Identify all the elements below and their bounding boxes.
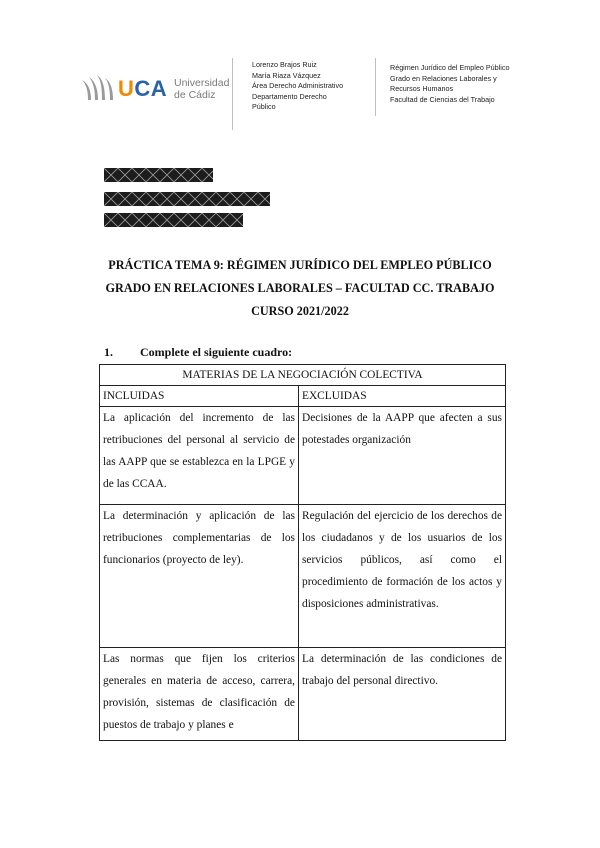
- author-info-line: Lorenzo Brajos Ruiz: [252, 60, 317, 69]
- document-title-line: CURSO 2021/2022: [251, 304, 349, 318]
- table-row: [100, 648, 506, 741]
- author-info-line: Público: [252, 102, 276, 112]
- document-title-line: PRÁCTICA TEMA 9: RÉGIMEN JURÍDICO DEL EMPLEO PÚBLICO: [108, 258, 492, 272]
- uca-brand-ca: CA: [134, 76, 168, 101]
- university-line: Universidad: [174, 77, 230, 89]
- author-info-line: Departamento Derecho: [252, 91, 327, 101]
- course-info-line: Facultad de Ciencias del Trabajo: [390, 94, 495, 104]
- header-divider: [375, 58, 376, 116]
- table-caption: MATERIAS DE LA NEGOCIACIÓN COLECTIVA: [100, 365, 506, 386]
- uca-brand: [118, 76, 167, 102]
- course-info-line: Recursos Humanos: [390, 84, 454, 94]
- header-included: INCLUIDAS: [100, 386, 299, 407]
- table-caption-row: [100, 365, 506, 386]
- cell-included: Las normas que fijen los criterios generales en materia de acceso, carrera, provisión, sistemas de clasificación de puestos de trabajo y planes e: [100, 648, 299, 741]
- uca-logo: [80, 72, 242, 106]
- header-divider: [232, 58, 233, 130]
- table-row: [100, 407, 506, 505]
- cell-excluded: Decisiones de la AAPP que afecten a sus potestades organización: [299, 407, 506, 505]
- uca-emblem-icon: [80, 74, 116, 104]
- course-info: [390, 63, 509, 105]
- redacted-block: [104, 192, 270, 206]
- question-number: 1.: [104, 345, 113, 359]
- university-line: de Cádiz: [174, 89, 216, 101]
- negotiation-table: [99, 364, 506, 741]
- author-info-line: Área Derecho Administrativo: [252, 81, 344, 91]
- table-header-row: [100, 386, 506, 407]
- cell-included: La aplicación del incremento de las retribuciones del personal al servicio de las AAPP que se establezca en la LPGE y de las CCAA.: [100, 407, 299, 505]
- header-excluded: EXCLUIDAS: [299, 386, 506, 407]
- document-title-line: GRADO EN RELACIONES LABORALES – FACULTAD CC. TRABAJO: [105, 281, 495, 295]
- question-heading: [104, 345, 292, 360]
- course-info-line: Grado en Relaciones Laborales y: [390, 73, 497, 83]
- redacted-block: [104, 168, 213, 182]
- university-name: [174, 77, 229, 101]
- question-text: Complete el siguiente cuadro:: [140, 345, 293, 359]
- cell-excluded: Regulación del ejercicio de los derechos de los ciudadanos y de los usuarios de los servicios públicos, así como el procedimiento de formación de los actos y disposiciones administrativas.: [299, 505, 506, 648]
- author-info: [252, 60, 343, 113]
- uca-brand-u: U: [118, 76, 135, 101]
- table-row: [100, 505, 506, 648]
- course-info-line: Régimen Jurídico del Empleo Público: [390, 63, 510, 72]
- cell-included: La determinación y aplicación de las retribuciones complementarias de los funcionarios (proyecto de ley).: [100, 505, 299, 648]
- author-info-line: María Riaza Vázquez: [252, 70, 321, 80]
- redacted-block: [104, 213, 243, 227]
- cell-excluded: La determinación de las condiciones de trabajo del personal directivo.: [299, 648, 506, 741]
